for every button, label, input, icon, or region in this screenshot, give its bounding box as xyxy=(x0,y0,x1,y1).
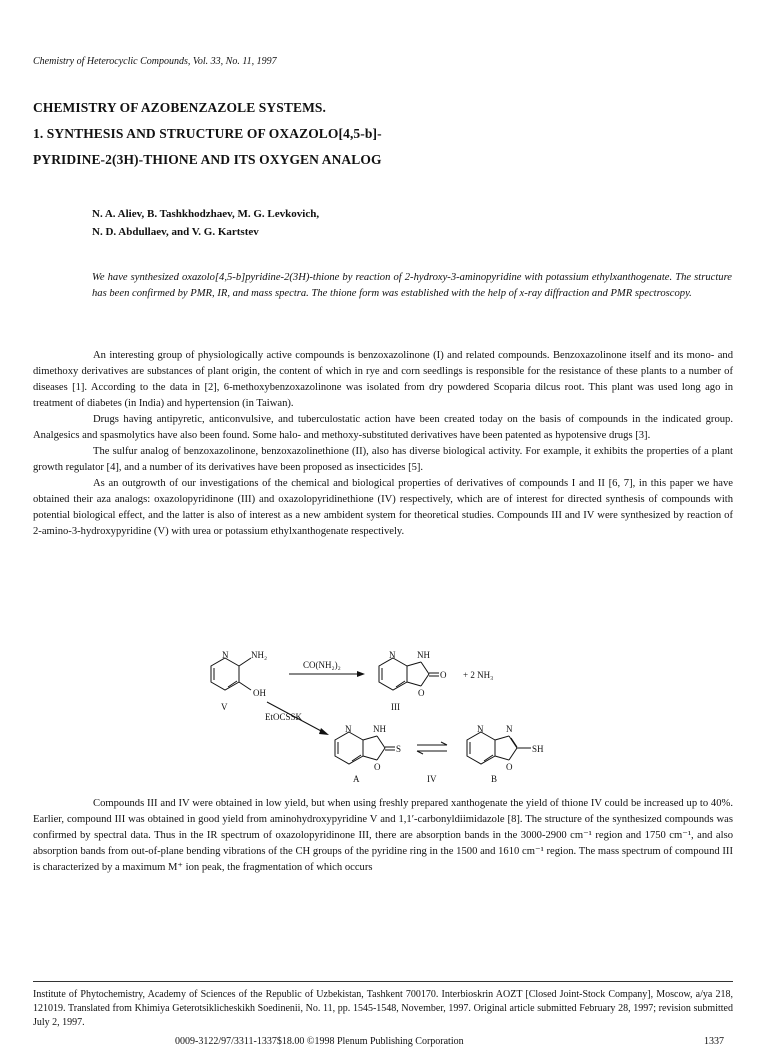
title-line-2: 1. SYNTHESIS AND STRUCTURE OF OXAZOLO[4,5-b]- xyxy=(33,126,382,141)
body-top xyxy=(33,348,733,540)
abstract: We have synthesized oxazolo[4,5-b]pyridine-2(3H)-thione by reaction of 2-hydroxy-3-aminopyridine with potassium ethylxanthogenate. The structure has been confirmed by PMR, IR, and mass spectra. The thione form was established with the help of x-ray diffraction and PMR spectroscopy. xyxy=(92,272,732,299)
a-ring-oxygen: O xyxy=(374,762,381,772)
label-compound-v: V xyxy=(221,702,228,712)
byproduct-ammonia: + 2 NH₃ xyxy=(463,670,494,680)
iii-n-atom: N xyxy=(389,650,396,660)
b-ring-oxygen: O xyxy=(506,762,513,772)
title-line-1: CHEMISTRY OF AZOBENZAZOLE SYSTEMS. xyxy=(33,100,326,115)
compound-iii-structure xyxy=(379,658,439,690)
authors-line-1: N. A. Aliev, B. Tashkhodzhaev, M. G. Levkovich, xyxy=(92,208,320,220)
reagent-xanthogenate: EtOCSSK xyxy=(265,712,303,722)
iii-carbonyl-oxygen: O xyxy=(440,670,447,680)
label-compound-iii: III xyxy=(391,702,400,712)
v-nh2-group: NH₂ xyxy=(251,650,268,660)
a-n-atom: N xyxy=(345,724,352,734)
reaction-scheme xyxy=(195,646,575,786)
paragraph-3: The sulfur analog of benzoxazolinone, benzoxazolinethione (II), also has diverse biological activity. For example, it exhibits the properties of a plant growth regulator [4], and a number of its derivatives have been proposed as insecticides [5]. xyxy=(33,446,733,473)
footer-code: 0009-3122/97/3311-1337$18.00 ©1998 Plenum Publishing Corporation xyxy=(175,1036,464,1047)
b-thiol-group: SH xyxy=(532,744,544,754)
label-compound-iv: IV xyxy=(427,774,437,784)
compound-v-structure xyxy=(211,658,251,690)
paragraph-4: As an outgrowth of our investigations of the chemical and biological properties of derivatives of compounds I and II [6, 7], in this paper we have obtained their aza analogs: oxazolopyridinone (III) and oxazolopyridinethione (IV) respectively, which are of interest for directed synthesis of compounds with potential biological effect, and the latter is also of interest as a new ambident system for theoretical studies. Compounds III and IV were synthesized by reaction of 2-amino-3-hydroxypyridine (V) with urea or potassium ethylxanthogenate respectively. xyxy=(33,478,733,537)
iii-nh-group: NH xyxy=(417,650,430,660)
b-n-atom-azole: N xyxy=(506,724,513,734)
a-thione-sulfur: S xyxy=(396,744,402,754)
label-tautomer-a: A xyxy=(353,774,360,784)
title-line-3: PYRIDINE-2(3H)-THIONE AND ITS OXYGEN ANALOG xyxy=(33,152,382,167)
paragraph-1: An interesting group of physiologically active compounds is benzoxazolinone (I) and related compounds. Benzoxazolinone itself and its mono- and dimethoxy derivatives are substances of plant origin, the content of which in rye and corn seedlings is responsible for the resistance of these plants to a number of diseases [1]. According to the data in [2], 6-methoxybenzoxazolinone was isolated from dry powdered Scoparia dilcus root. This plant was used long ago in treatment of diabetes (in India) and hypertension (in Taiwan). xyxy=(33,350,733,409)
authors-line-2: N. D. Abdullaev, and V. G. Kartstev xyxy=(92,226,259,238)
a-nh-group: NH xyxy=(373,724,386,734)
affiliation-footnote: Institute of Phytochemistry, Academy of Sciences of the Republic of Uzbekistan, Tashkent 700170. Interbioskrin AOZT [Closed Joint-Stock Company], Moscow, a/ya 218, 121019. Translated from Khimiya Geterotsiklicheskikh Soedinenii, No. 11, pp. 1545-1548, November, 1997. Original article submitted February 28, 1997; revision submitted July 2, 1997. xyxy=(33,989,733,1028)
paragraph-2: Drugs having antipyretic, anticonvulsive, and tuberculostatic action have been created today on the basis of compounds in the indicated group. Analgesics and spasmolytics have also been found. Some halo- and methoxy-substituted derivatives have been patented as hypotensive drugs [3]. xyxy=(33,414,733,441)
reagent-urea: CO(NH₂)₂ xyxy=(303,660,341,670)
body-bottom xyxy=(33,796,733,876)
journal-citation: Chemistry of Heterocyclic Compounds, Vol. 33, No. 11, 1997 xyxy=(33,56,277,67)
tautomer-a-structure xyxy=(335,732,395,764)
paragraph-5: Compounds III and IV were obtained in low yield, but when using freshly prepared xanthogenate the yield of thione IV could be increased up to 40%. Earlier, compound III was obtained in good yield from aminohydroxypyridine V and 1,1′-carbonyldiimidazole [8]. The structure of the synthesized compounds was confirmed by spectral data. Thus in the IR spectrum of oxazolopyridinone III, there are absorption bands in the 3000-2900 cm⁻¹ region and 1750 cm⁻¹, and also absorption bands from out-of-plane bending vibrations of the CH groups of the pyridine ring in the 1500 and 1610 cm⁻¹ region. The mass spectrum of compound III is characterized by a maximum M⁺ ion peak, the fragmentation of which occurs xyxy=(33,798,733,873)
page-number: 1337 xyxy=(704,1036,724,1047)
iii-ring-oxygen: O xyxy=(418,688,425,698)
equilibrium-arrows xyxy=(417,742,447,754)
b-n-atom-ring: N xyxy=(477,724,484,734)
v-oh-group: OH xyxy=(253,688,266,698)
v-n-atom: N xyxy=(222,650,229,660)
label-tautomer-b: B xyxy=(491,774,498,784)
tautomer-b-structure xyxy=(467,732,531,764)
footnote-divider xyxy=(33,981,733,982)
